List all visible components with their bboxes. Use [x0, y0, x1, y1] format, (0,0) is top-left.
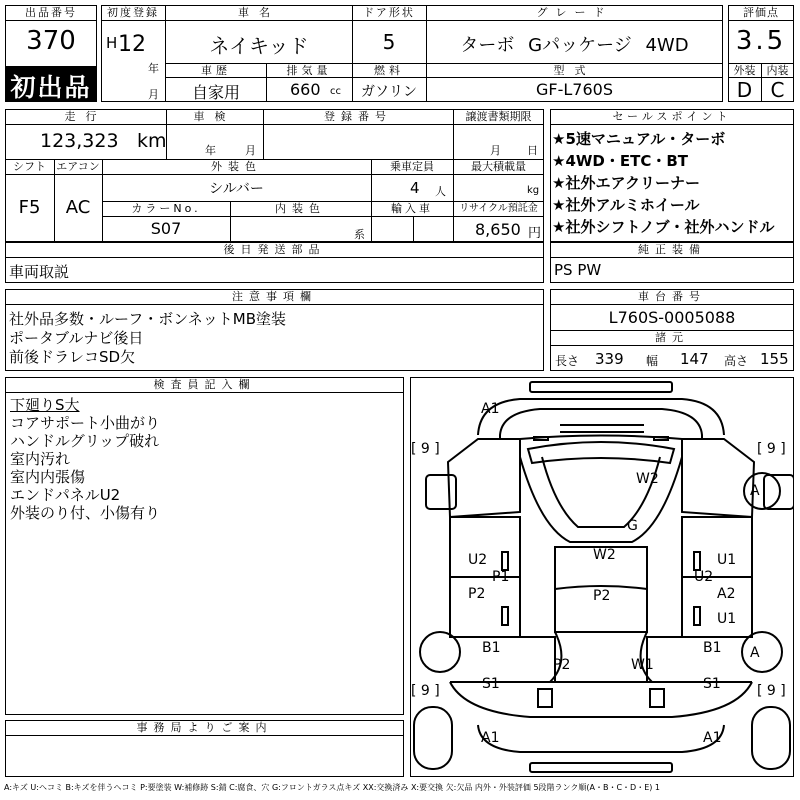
mileage: 123,323 [40, 130, 119, 152]
transfer-day-unit: 日 [527, 144, 538, 157]
damage-mark-right-rear-fender: B1 [703, 640, 722, 656]
registration-year: 12 [118, 32, 146, 57]
car-name: ネイキッド [209, 34, 309, 58]
score-label: 評価点 [743, 6, 779, 19]
air-conditioner-label: エアコン [56, 160, 100, 173]
color-number: S07 [150, 219, 182, 238]
recycle-deposit-unit: 円 [528, 226, 542, 241]
displacement-label: 排気量 [286, 64, 332, 77]
door-count: 5 [382, 30, 396, 54]
interior-grade: C [770, 78, 785, 102]
damage-mark-right-rear-door-upper: A2 [717, 586, 736, 602]
vehicle-history: 自家用 [191, 83, 240, 102]
damage-mark-roof: W2 [636, 471, 659, 487]
sales-point-item: ★5速マニュアル・ターボ [552, 130, 726, 148]
inspector-notes-label: 検査員記入欄 [153, 378, 256, 391]
vehicle-detail-grid [5, 109, 544, 242]
inspector-note-line: コアサポート小曲がり [10, 414, 161, 432]
damage-mark-right-rear-door-lower: U1 [717, 611, 737, 627]
interior-color-unit: 系 [354, 228, 365, 241]
recycle-deposit-label: リサイクル預託金 [459, 203, 538, 214]
inspector-note-line: エンドパネルU2 [10, 486, 121, 504]
displacement-unit: cc [330, 86, 341, 97]
lot-number-label: 出品番号 [25, 6, 77, 19]
grade-label: グレード [536, 6, 613, 19]
capacity-unit: 人 [435, 185, 446, 198]
chassis-number: L760S-0005088 [608, 308, 736, 327]
transfer-deadline-label: 譲渡書類期限 [465, 110, 532, 123]
registration-number-label: 登録番号 [324, 110, 392, 123]
exterior-grade: D [736, 78, 753, 102]
model-code: GF-L760S [536, 80, 613, 99]
sales-point-item: ★4WD・ETC・BT [552, 152, 689, 170]
registration-year-unit: 年 [148, 62, 159, 75]
door-type-label: ドア形状 [363, 6, 415, 19]
damage-mark-right-rear-wheel: A [750, 645, 760, 661]
first-listing-badge-text: 初出品 [10, 73, 92, 102]
mileage-label: 走行 [64, 110, 107, 123]
interior-grade-label: 内装 [766, 64, 789, 77]
damage-mark-rear-bumper-left: A1 [481, 730, 500, 746]
grade: ターボ Gパッケージ 4WD [460, 35, 689, 56]
air-conditioner: AC [65, 197, 91, 218]
damage-mark-glass: G [627, 518, 638, 534]
exterior-grade-label: 外装 [733, 64, 756, 77]
registration-era: H [106, 34, 118, 52]
inspection-label: 車検 [193, 110, 236, 123]
inspection-year-unit: 年 [205, 144, 216, 157]
fuel-label: 燃料 [374, 64, 404, 77]
shift-label: シフト [13, 160, 46, 173]
inspector-note-line: 下廻りS大 [10, 396, 80, 414]
color-number-label: カラーNo. [131, 202, 201, 215]
inspection-month-unit: 月 [245, 144, 256, 157]
tire-tag: [ 9 ] [411, 683, 440, 699]
sales-point-item: ★社外アルミホイール [552, 196, 700, 214]
inspector-note-line: 室内汚れ [10, 450, 71, 468]
length: 339 [595, 350, 624, 368]
registration-month-unit: 月 [148, 88, 159, 101]
transfer-month-unit: 月 [490, 144, 501, 157]
standard-equipment: PS PW [554, 261, 602, 279]
specs-label: 諸元 [655, 331, 689, 344]
max-load-unit: kg [527, 185, 540, 196]
inspector-note-line: ハンドルグリップ破れ [10, 432, 160, 450]
damage-mark-left-rear-fender: B1 [482, 640, 501, 656]
lot-number: 370 [26, 26, 76, 56]
damage-mark-center-floor: P2 [593, 588, 611, 604]
sales-points-label: セールスポイント [612, 110, 732, 123]
standard-equipment-label: 純正装備 [638, 243, 706, 256]
width-label: 幅 [646, 354, 659, 368]
width: 147 [680, 350, 709, 368]
displacement: 660 [290, 80, 321, 99]
damage-mark-rear-window: W1 [631, 657, 654, 673]
note-line: ポータブルナビ後日 [9, 329, 144, 347]
fuel: ガソリン [361, 84, 417, 100]
sales-point-item: ★社外シフトノブ・社外ハンドル [552, 218, 775, 236]
damage-mark-right-front-door-upper: U1 [717, 552, 737, 568]
model-code-label: 型式 [553, 64, 596, 77]
damage-mark-right-front-door-lower: U2 [694, 569, 714, 585]
damage-mark-windshield: W2 [593, 547, 616, 563]
import-car-label: 輸入車 [391, 202, 433, 215]
car-outline-diagram [410, 377, 794, 777]
damage-mark-rear-left-panel: P2 [553, 657, 571, 673]
tire-tag: [ 9 ] [757, 683, 786, 699]
length-label: 長さ [555, 354, 580, 368]
damage-mark-left-front-door-lower: P1 [492, 569, 510, 585]
exterior-color: シルバー [209, 181, 264, 197]
later-parts: 車両取説 [9, 263, 70, 281]
sales-point-item: ★社外エアクリーナー [552, 174, 700, 192]
tire-tag: [ 9 ] [411, 441, 440, 457]
damage-mark-front-bumper: A1 [481, 401, 500, 417]
interior-color-label: 内装色 [275, 202, 326, 215]
office-guidance-label: 事務局よりご案内 [136, 721, 273, 734]
tire-tag: [ 9 ] [757, 441, 786, 457]
height: 155 [760, 350, 789, 368]
mileage-unit: km [137, 130, 167, 152]
damage-mark-left-front-door-upper: U2 [468, 552, 488, 568]
max-load-label: 最大積載量 [471, 160, 526, 173]
note-line: 前後ドラレコSD欠 [9, 348, 136, 366]
damage-mark-right-sill: S1 [703, 676, 721, 692]
capacity: 4 [410, 179, 420, 197]
damage-mark-left-sill: S1 [482, 676, 500, 692]
damage-mark-left-rear-door: P2 [468, 586, 486, 602]
later-parts-label: 後日発送部品 [223, 243, 326, 256]
height-label: 高さ [724, 354, 749, 368]
damage-mark-rear-bumper-right: A1 [703, 730, 722, 746]
score: 3.5 [735, 26, 787, 56]
first-registration-label: 初度登録 [107, 6, 159, 19]
note-line: 社外品多数・ルーフ・ボンネットMB塗装 [9, 310, 287, 328]
exterior-color-label: 外装色 [211, 160, 262, 173]
damage-mark-right-front-wheel: A [750, 483, 760, 499]
inspector-note-line: 外装のり付、小傷有り [10, 504, 161, 522]
chassis-number-label: 車台番号 [638, 290, 706, 303]
vehicle-history-label: 車歴 [201, 64, 231, 77]
capacity-label: 乗車定員 [390, 160, 434, 173]
damage-legend: A:キズ U:ヘコミ B:キズを伴うヘコミ P:要塗装 W:補修跡 S:錆 C:腐食、穴 G:フロントガラス点キズ XX:交換済み X:要交換 欠:欠品 内外・外装評価 5段階ランク順(A・B・C・D・E) 1 [4, 783, 661, 792]
shift: F5 [18, 197, 41, 218]
recycle-deposit: 8,650 [475, 220, 521, 239]
car-name-label: 車名 [238, 6, 280, 19]
inspector-note-line: 室内内張傷 [10, 468, 86, 486]
notes-label: 注意事項欄 [232, 290, 317, 303]
